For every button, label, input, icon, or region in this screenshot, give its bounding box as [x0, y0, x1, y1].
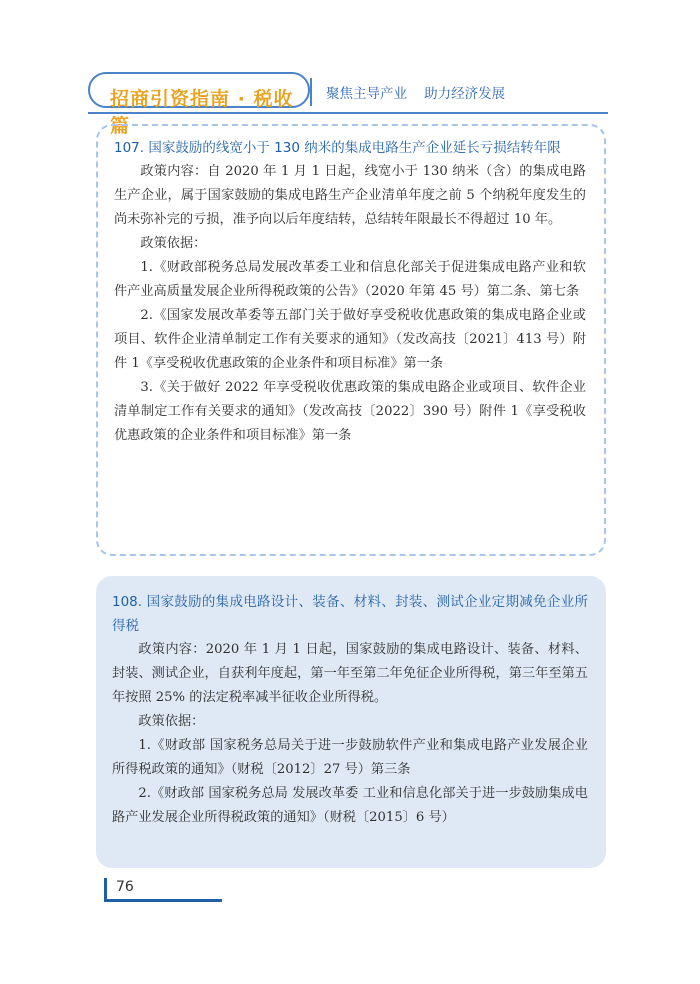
policy-basis-label: 政策依据：: [140, 236, 207, 251]
page-number-rule: [104, 899, 222, 902]
policy-basis-item: 2.《财政部 国家税务总局 发展改革委 工业和信息化部关于进一步鼓励集成电路产业发展企业所得税政策的通知》（财税〔2015〕6 号）: [112, 786, 588, 825]
header-divider: [310, 78, 312, 106]
section-title: 107. 国家鼓励的线宽小于 130 纳米的集成电路生产企业延长亏损结转年限: [114, 140, 561, 156]
section-title: 108. 国家鼓励的集成电路设计、装备、材料、封装、测试企业定期减免企业所得税: [112, 594, 588, 634]
page-number: 76: [116, 879, 134, 895]
policy-basis-item: 1.《财政部税务总局发展改革委工业和信息化部关于促进集成电路产业和软件产业高质量发展企业所得税政策的公告》（2020 年第 45 号）第二条、第七条: [114, 260, 586, 299]
policy-basis-item: 3.《关于做好 2022 年享受税收优惠政策的集成电路企业或项目、软件企业清单制定工作有关要求的通知》（发改高技〔2022〕390 号）附件 1《享受税收优惠政策的企业条件和项目标准》第一条: [114, 380, 586, 443]
policy-basis-item: 2.《国家发展改革委等五部门关于做好享受税收优惠政策的集成电路企业或项目、软件企业清单制定工作有关要求的通知》（发改高技〔2021〕413 号）附件 1《享受税收优惠政策的企业条件和项目标准》第一条: [114, 308, 586, 371]
policy-content: 政策内容：自 2020 年 1 月 1 日起，线宽小于 130 纳米（含）的集成电路生产企业，属于国家鼓励的集成电路生产企业清单年度之前 5 个纳税年度发生的尚未弥补完的亏损，准予向以后年度结转，总结转年限最长不得超过 10 年。: [114, 164, 586, 227]
header-rule: [88, 112, 608, 114]
policy-basis-label: 政策依据：: [138, 714, 205, 729]
header-subtitle: 聚焦主导产业 助力经济发展: [326, 86, 506, 102]
header-title-badge: [88, 72, 310, 137]
page-header: [88, 64, 608, 137]
header-title: 招商引资指南 · 税收篇: [110, 88, 294, 137]
policy-basis-item: 1.《财政部 国家税务总局关于进一步鼓励软件产业和集成电路产业发展企业所得税政策的通知》（财税〔2012〕27 号）第三条: [112, 738, 588, 777]
policy-section-107: [96, 124, 606, 556]
policy-section-108: [96, 576, 606, 868]
policy-content: 政策内容：2020 年 1 月 1 日起，国家鼓励的集成电路设计、装备、材料、封装、测试企业，自获利年度起，第一年至第二年免征企业所得税，第三年至第五年按照 25% 的法定税率减半征收企业所得税。: [112, 642, 588, 705]
